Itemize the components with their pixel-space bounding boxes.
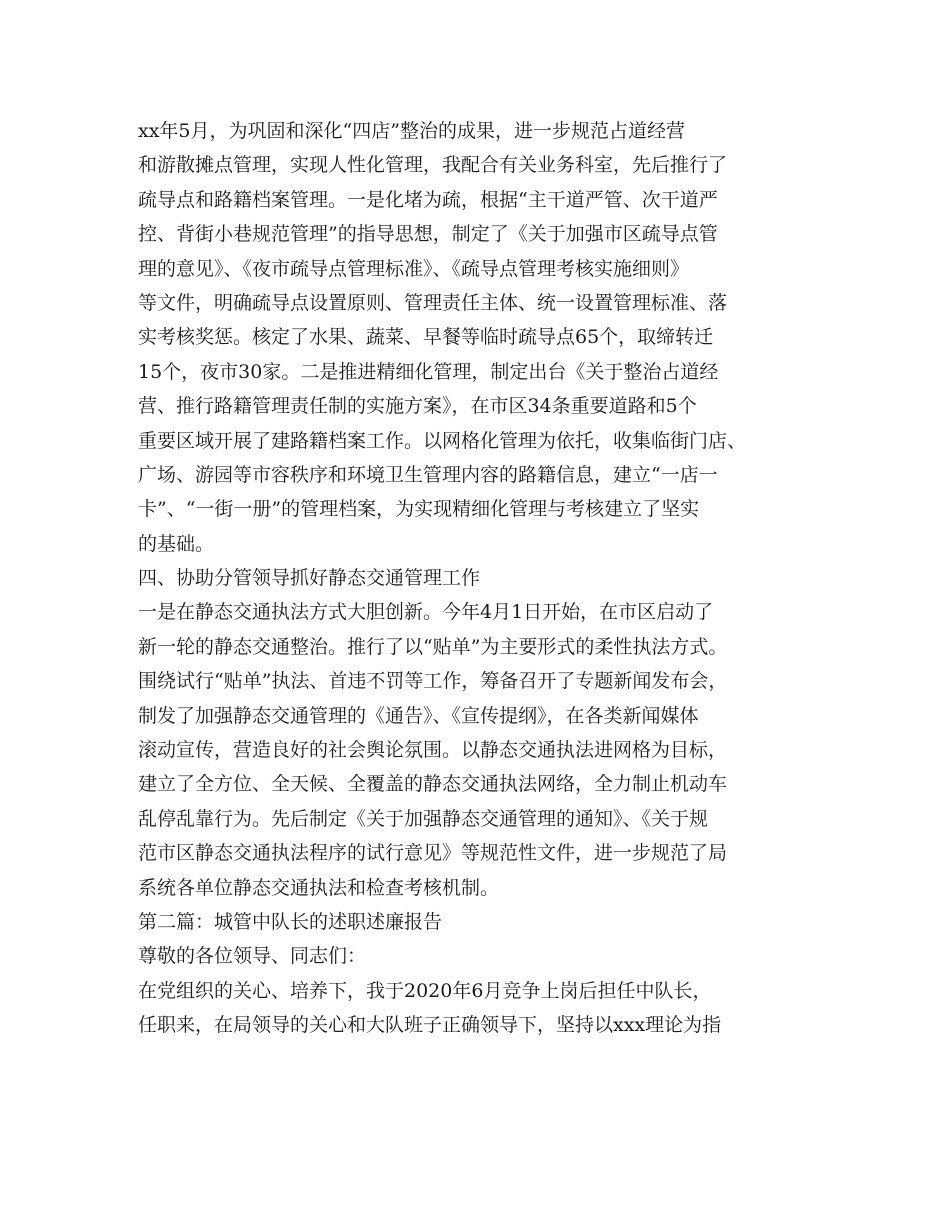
text-line: 的基础。: [138, 532, 215, 555]
text-line: 和游散摊点管理，实现人性化管理，我配合有关业务科室，先后推行了: [138, 154, 728, 177]
text-line: 新一轮的静态交通整治。推行了以“贴单”为主要形式的柔性执法方式。: [138, 635, 728, 658]
text-line: 疏导点和路籍档案管理。一是化堵为疏，根据“主干道严管、次干道严: [138, 188, 718, 211]
text-line: 重要区域开展了建路籍档案工作。以网格化管理为依托，收集临街门店、: [138, 429, 747, 452]
text-line: 理的意见》、《夜市疏导点管理标准》、《疏导点管理考核实施细则》: [138, 257, 690, 280]
text-line: 滚动宣传，营造良好的社会舆论氛围。以静态交通执法进网格为目标，: [138, 739, 728, 762]
text-line: 系统各单位静态交通执法和检查考核机制。: [138, 876, 500, 899]
text-line: 卡”、“一街一册”的管理档案，为实现精细化管理与考核建立了坚实: [138, 498, 700, 521]
text-line: 制发了加强静态交通管理的《通告》、《宣传提纲》，在各类新闻媒体: [138, 704, 699, 727]
text-line: 一是在静态交通执法方式大胆创新。今年4月1日开始，在市区启动了: [138, 601, 714, 624]
document-body: [138, 114, 828, 1043]
text-line: 范市区静态交通执法程序的试行意见》等规范性文件，进一步规范了局: [138, 842, 728, 865]
chapter-heading: 第二篇：城管中队长的述职述廉报告: [138, 910, 443, 933]
text-line: 15个，夜市30家。二是推进精细化管理，制定出台《关于整治占道经: [138, 360, 719, 383]
text-line: 建立了全方位、全天候、全覆盖的静态交通执法网络，全力制止机动车: [138, 773, 728, 796]
text-line: 广场、游园等市容秩序和环境卫生管理内容的路籍信息，建立“一店一: [138, 463, 718, 486]
text-line: 乱停乱靠行为。先后制定《关于加强静态交通管理的通知》、《关于规: [138, 807, 709, 830]
text-line: 营、推行路籍管理责任制的实施方案》，在市区34条重要道路和5个: [138, 395, 697, 418]
text-line: 控、背街小巷规范管理”的指导思想，制定了《关于加强市区疏导点管: [138, 223, 718, 246]
section-heading: 四、协助分管领导抓好静态交通管理工作: [138, 567, 481, 590]
text-line: 等文件，明确疏导点设置原则、管理责任主体、统一设置管理标准、落: [138, 291, 728, 314]
text-line: xx年5月，为巩固和深化“四店”整治的成果，进一步规范占道经营: [138, 120, 685, 142]
text-line: 在党组织的关心、培养下，我于2020年6月竞争上岗后担任中队长，: [138, 979, 712, 1002]
text-line: 实考核奖惩。核定了水果、蔬菜、早餐等临时疏导点65个，取缔转迁: [138, 326, 714, 349]
text-line: 任职来，在局领导的关心和大队班子正确领导下，坚持以xxx理论为指: [138, 1014, 722, 1037]
text-line: 围绕试行“贴单”执法、首违不罚等工作，筹备召开了专题新闻发布会，: [138, 670, 728, 693]
salutation: 尊敬的各位领导、同志们：: [138, 945, 367, 968]
